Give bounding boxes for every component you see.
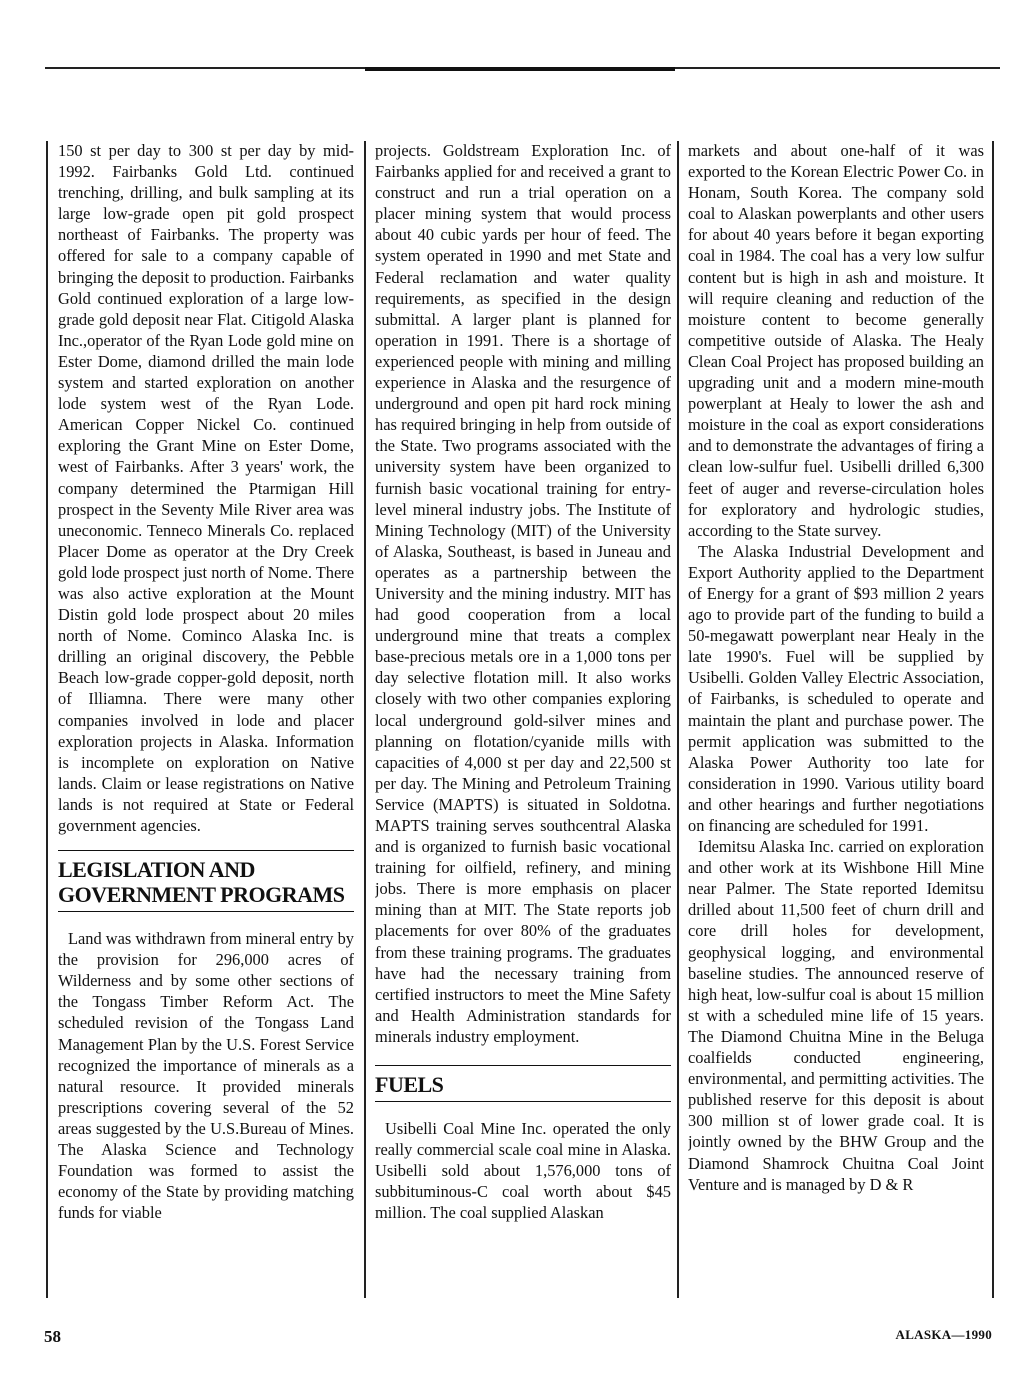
heading-line: FUELS [375, 1072, 444, 1098]
page-number: 58 [44, 1327, 61, 1346]
column-2 [375, 140, 671, 1300]
body-paragraph: Idemitsu Alaska Inc. carried on exploration and other work at its Wishbone Hill Mine near Palmer. The State reported Idemitsu drilled about 11,500 feet of churn drill and core drill holes for development, geophysical logging, and environmental baseline studies. The announced reserve of high heat, low-sulfur coal is about 15 million st with a scheduled mine life of 15 years. The Diamond Chuitna Mine in the Beluga coalfields conducted engineering, environmental, and permitting activities. The published reserve for this deposit is about 300 million st of lower grade coal. It is jointly owned by the BHW Group and the Diamond Shamrock Chuitna Coal Joint Venture and is managed by D & R [688, 837, 984, 1194]
heading-line: LEGISLATION AND [58, 857, 255, 883]
body-paragraph: The Alaska Industrial Development and Export Authority applied to the Department of Energy for a grant of $93 million 2 years ago to provide part of the funding to build a 50-megawatt powerplant near Healy in the late 1990's. Fuel will be supplied by Usibelli. Golden Valley Electric Association, of Fairbanks, is scheduled to operate and maintain the plant and purchase power. The permit application was submitted to the Alaska Power Authority too late for consideration in 1990. Various utility board and other hearings and further negotiations on financing are scheduled for 1991. [688, 541, 984, 835]
column-rule-right [992, 141, 994, 1298]
column-rule-1 [364, 141, 366, 1298]
column-rule-2 [677, 141, 679, 1298]
column-rule-left [46, 141, 48, 1298]
top-rule-accent [365, 67, 675, 71]
body-paragraph: Land was withdrawn from mineral entry by the provision for 296,000 acres of Wilderness and by some other sections of the Tongass Timber Reform Act. The scheduled revision of the Tongass Land Management Plan by the U.S. Forest Service recognized the importance of minerals as a natural resource. It provided minerals prescriptions covering several of the 52 areas suggested by the U.S.Bureau of Mines. The Alaska Science and Technology Foundation was formed to assist the economy of the State by providing matching funds for viable [58, 929, 354, 1223]
section-heading-legislation [58, 850, 354, 912]
body-paragraph: markets and about one-half of it was exported to the Korean Electric Power Co. in Honam, South Korea. The company sold coal to Alaskan powerplants and other users for about 40 years before it began exporting coal in 1984. The coal has a very low sulfur content but is high in ash and moisture. It will require cleaning and reduction of the moisture content to become generally competitive outside of Alaska. The Healy Clean Coal Project has proposed building an upgrading unit and a modern mine-mouth powerplant at Healy to lower the ash and moisture in the coal as export considerations and to demonstrate the advantages of firing a clean low-sulfur fuel. Usibelli drilled 6,300 feet of auger and reverse-circulation holes for exploratory and hydrologic studies, according to the State survey. [688, 141, 984, 540]
body-paragraph: 150 st per day to 300 st per day by mid-1992. Fairbanks Gold Ltd. continued trenching, drilling, and bulk sampling at its large low-grade open pit gold prospect northeast of Fairbanks. The property was offered for sale to a company capable of bringing the deposit to production. Fairbanks Gold continued exploration of a large low-grade gold deposit near Flat. Citigold Alaska Inc.,operator of the Ryan Lode gold mine on Ester Dome, diamond drilled the main lode system and started exploration on another lode system west of the Ryan Lode. American Copper Nickel Co. continued exploring the Grant Mine on Ester Dome, west of Fairbanks. After 3 years' work, the company determined the Ptarmigan Hill prospect in the Seventy Mile River area was uneconomic. Tenneco Minerals Co. replaced Placer Dome as operator at the Dry Creek gold lode prospect just north of Nome. There was also active exploration at the Mount Distin gold lode prospect about 20 miles north of Nome. Cominco Alaska Inc. is drilling an original discovery, the Pebble Beach low-grade copper-gold deposit, north of Illiamna. There were many other companies involved in lode and placer exploration projects in Alaska. Information is incomplete on exploration on Native lands. Claim or lease registrations on Native lands is not required at State or Federal government agencies. [58, 141, 354, 835]
running-footer: ALASKA—1990 [895, 1327, 992, 1342]
column-3 [688, 140, 984, 1300]
body-paragraph: projects. Goldstream Exploration Inc. of Fairbanks applied for and received a grant to construct and run a trial operation on a placer mining system that would process about 40 cubic yards per hour of feed. The system operated in 1990 and met State and Federal reclamation and water quality requirements, as specified in the design submittal. A larger plant is planned for operation in 1991. There is a shortage of experienced people with mining and milling experience in Alaska and the resurgence of underground and open pit hard rock mining has required bringing in help from outside of the State. Two programs associated with the university system have been organized to furnish basic vocational training for entry-level mineral industry jobs. The Institute of Mining Technology (MIT) of the University of Alaska, Southeast, is based in Juneau and operates as a partnership between the University and the mining industry. MIT has had good cooperation from a local underground mine that treats a complex base-precious metals ore in a 1,000 tons per day selective flotation mill. It also works closely with two other companies exploring local underground gold-silver mines and planning on flotation/cyanide mills with capacities of 4,000 st per day and 22,500 st per day. The Mining and Petroleum Training Service (MAPTS) is situated in Soldotna. MAPTS training serves southcentral Alaska and is organized to furnish basic vocational training for oilfield, refinery, and mining jobs. There is more emphasis on placer mining than at MIT. The State reports job placements for over 80% of the graduates from these training programs. The graduates have had the necessary training from certified instructors to meet the Mine Safety and Health Administration standards for minerals industry employment. [375, 141, 671, 1046]
body-paragraph: Usibelli Coal Mine Inc. operated the only really commercial scale coal mine in Alaska. Usibelli sold about 1,576,000 tons of subbituminous-C coal worth about $45 million. The coal supplied Alaskan [375, 1119, 671, 1223]
heading-line: GOVERNMENT PROGRAMS [58, 882, 345, 908]
section-heading-fuels [375, 1065, 671, 1102]
column-1 [58, 140, 354, 1300]
